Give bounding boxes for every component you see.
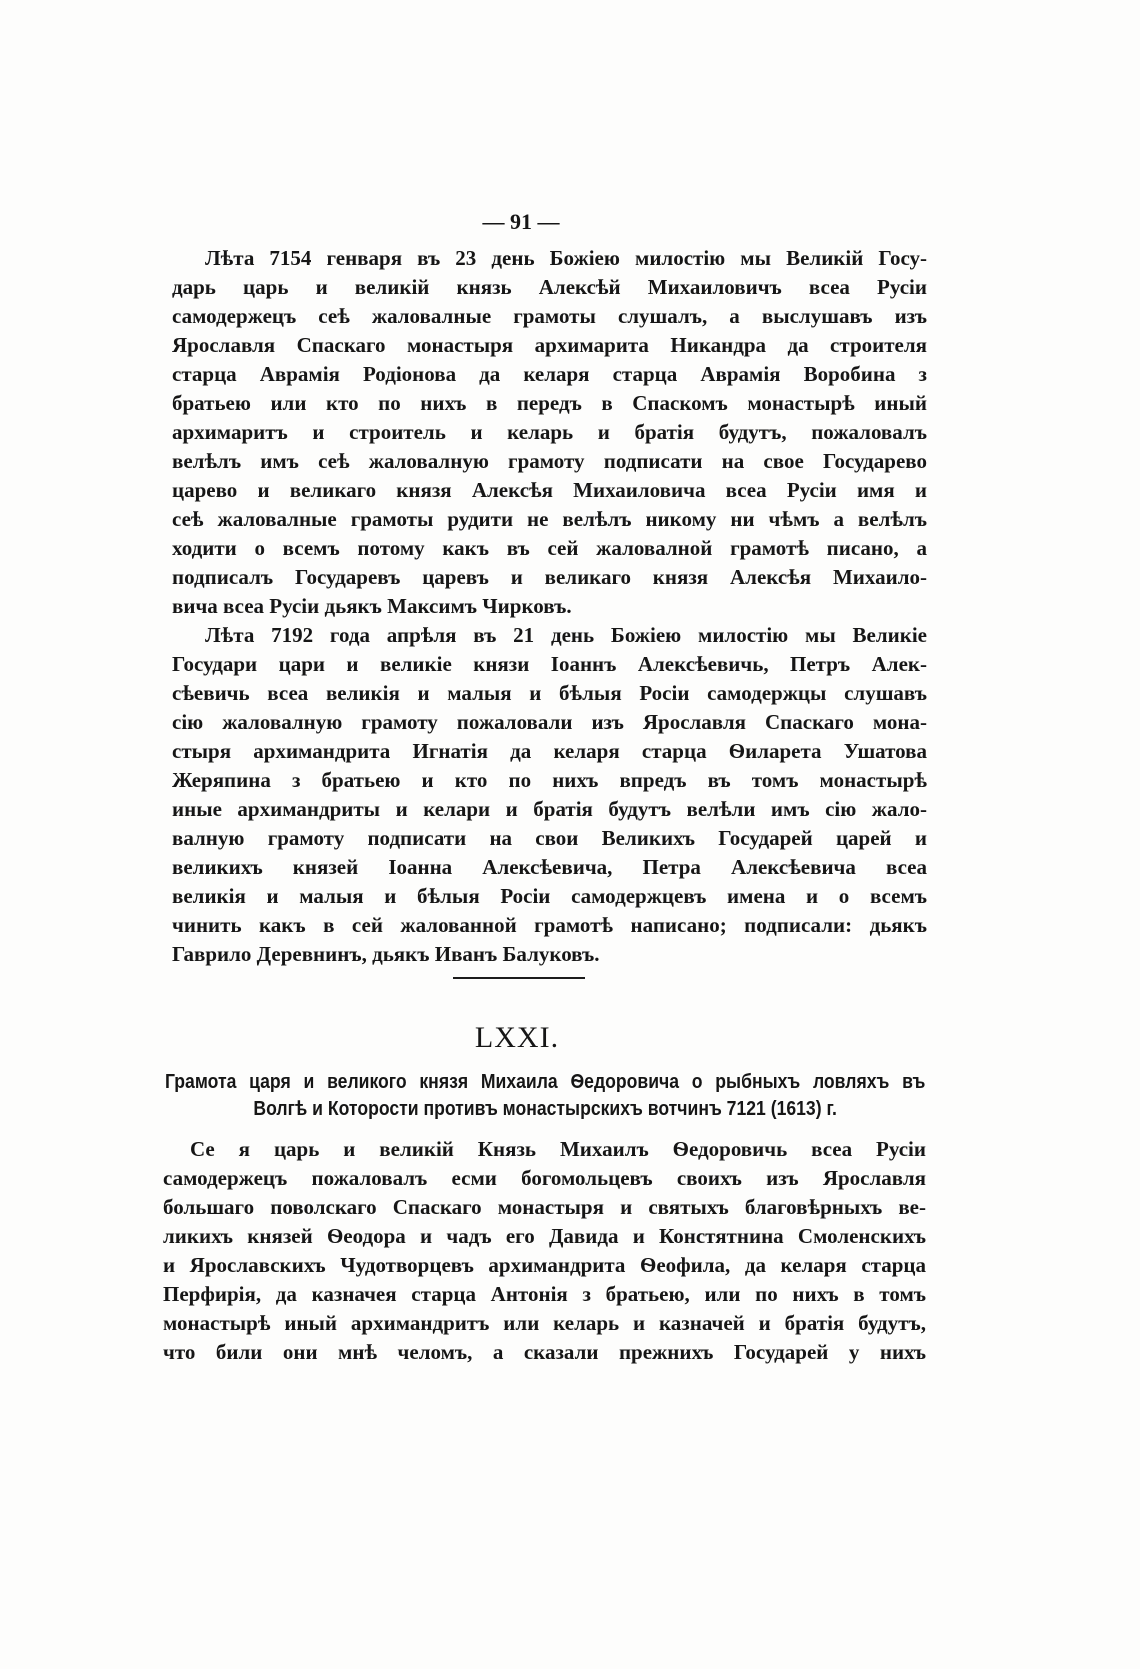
text-line: дарь царь и великій князь Алексѣй Михаиловичъ всеа Русіи <box>172 275 927 299</box>
text-line: самодержецъ сеѣ жаловалные грамоты слушалъ, а выслушавъ изъ <box>172 304 927 328</box>
text-line: самодержецъ пожаловалъ есми богомольцевъ своихъ изъ Ярославля <box>163 1166 926 1190</box>
text-line: и Ярославскихъ Чудотворцевъ архимандрита Ѳеофила, да келаря старца <box>163 1253 926 1277</box>
text-line: вича всеа Русіи дьякъ Максимъ Чирковъ. <box>172 594 572 618</box>
text-line: Гаврило Деревнинъ, дьякъ Иванъ Балуковъ. <box>172 942 600 966</box>
text-line: великихъ князей Іоанна Алексѣевича, Петра Алексѣевича всеа <box>172 855 927 879</box>
section-title <box>165 1069 925 1123</box>
paragraph-1 <box>172 244 927 621</box>
text-line: Жеряпина з братьею и кто по нихъ впредъ въ томъ монастырѣ <box>172 768 927 792</box>
section-numeral: LXXI. <box>474 1021 560 1054</box>
text-line: братьею или кто по нихъ в передъ в Спаскомъ монастырѣ иный <box>172 391 927 415</box>
text-line: подписалъ Государевъ царевъ и великаго князя Алексѣя Михаило- <box>172 565 927 589</box>
title-line: Грамота царя и великого князя Михаила Ѳедоровича о рыбныхъ ловляхъ въ <box>165 1071 926 1093</box>
text-line: иные архимандриты и келари и братія будутъ велѣли имъ сію жало- <box>172 797 927 821</box>
text-line: Государи цари и великіе князи Іоаннъ Алексѣевичь, Петръ Алек- <box>172 652 927 676</box>
text-line: старца Аврамія Родіонова да келаря старца Аврамія Воробина з <box>172 362 927 386</box>
text-line: монастырѣ иный архимандритъ или келарь и казначей и братія будутъ, <box>163 1311 926 1335</box>
text-line: Перфирія, да казначея старца Антонія з братьею, или по нихъ в томъ <box>163 1282 926 1306</box>
text-line: стыря архимандрита Игнатія да келаря старца Ѳиларета Ушатова <box>172 739 927 763</box>
text-line: ходити о всемъ потому какъ въ сей жаловалной грамотѣ писано, а <box>172 536 927 560</box>
text-line: великія и малыя и бѣлыя Росіи самодержцевъ имена и о всемъ <box>172 884 927 908</box>
text-line: велѣлъ имъ сеѣ жаловалную грамоту подписати на свое Государево <box>172 449 927 473</box>
text-line: что били они мнѣ челомъ, а сказали прежнихъ Государей у нихъ <box>163 1340 926 1364</box>
text-line: Лѣта 7192 года апрѣля въ 21 день Божіею милостію мы Великіе <box>205 623 927 647</box>
text-line: царево и великаго князя Алексѣя Михаиловича всеа Русіи имя и <box>172 478 927 502</box>
body-text <box>172 244 927 969</box>
section-divider <box>453 977 585 979</box>
document-text <box>163 1135 926 1367</box>
text-line: сѣевичь всеа великія и малыя и бѣлыя Росіи самодержцы слушавъ <box>172 681 927 705</box>
text-line: Ярославля Спаскаго монастыря архимарита Никандра да строителя <box>172 333 927 357</box>
text-line: валную грамоту подписати на свои Великихъ Государей царей и <box>172 826 927 850</box>
text-line: ликихъ князей Ѳеодора и чадъ его Давида и Констятнина Смоленскихъ <box>163 1224 926 1248</box>
page-number: — 91 — <box>482 209 560 234</box>
text-line: чинить какъ в сей жалованной грамотѣ написано; подписали: дьякъ <box>172 913 927 937</box>
paragraph-3 <box>163 1135 926 1367</box>
paragraph-2 <box>172 621 927 969</box>
text-line: архимаритъ и строитель и келарь и братія будутъ, пожаловалъ <box>172 420 927 444</box>
text-line: Се я царь и великій Князь Михаилъ Ѳедоровичь всеа Русіи <box>190 1137 926 1161</box>
text-line: Лѣта 7154 генваря въ 23 день Божіею милостію мы Великій Госу- <box>205 246 927 270</box>
text-line: большаго поволскаго Спаскаго монастыря и святыхъ благовѣрныхъ ве- <box>163 1195 926 1219</box>
text-line: сеѣ жаловалные грамоты рудити не велѣлъ никому ни чѣмъ а велѣлъ <box>172 507 927 531</box>
text-line: сію жаловалную грамоту пожаловали изъ Ярославля Спаскаго мона- <box>172 710 927 734</box>
title-line: Волгѣ и Которости противъ монастырскихъ вотчинъ 7121 (1613) г. <box>253 1098 837 1120</box>
